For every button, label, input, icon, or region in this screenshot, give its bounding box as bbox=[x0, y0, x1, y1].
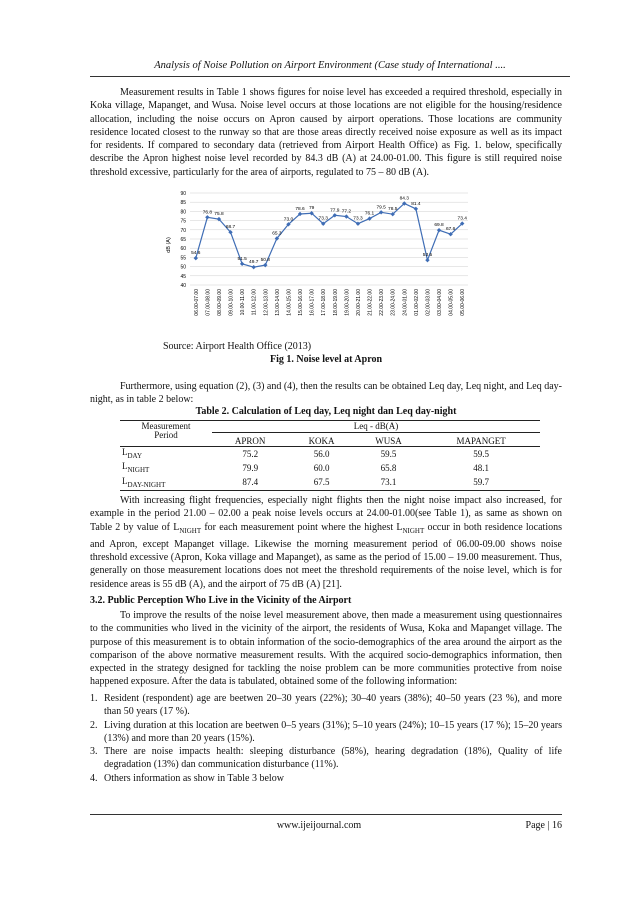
chart-data-label: 84.3 bbox=[399, 196, 409, 202]
table2-cell: 73.1 bbox=[355, 476, 423, 491]
chart-y-tick-label: 50 bbox=[180, 264, 186, 271]
list-item: 1. Resident (respondent) age are beetwen 20–30 years (22%); 30–40 years (38%); 40–50 years (23 %), and more than 50 years (17 %). bbox=[90, 693, 562, 718]
table2-row-day-night: $L_{DAY-NIGHT}$ 87.4 67.5 73.1 59.7 bbox=[120, 476, 540, 491]
chart-data-label: 54.6 bbox=[191, 251, 201, 257]
table2-cell: 75.2 bbox=[242, 448, 259, 459]
table2-row-label: L bbox=[122, 475, 128, 486]
paragraph-equation-results: Furthermore, using equation (2), (3) and (4), then the results can be obtained Leq day, Leq night, and Leq day-night, as in table 2 below: bbox=[90, 381, 562, 406]
chart-data-label: 73.3 bbox=[318, 216, 328, 222]
chart-data-label: 76.8 bbox=[202, 210, 213, 216]
table2-cell: 60.0 bbox=[313, 463, 330, 474]
chart-data-label: 77.9 bbox=[330, 208, 340, 214]
chart-x-tick-label: 20.00-21.00 bbox=[355, 289, 362, 316]
table2-cell: 56.0 bbox=[313, 448, 330, 459]
chart-x-tick-label: 03.00-04.00 bbox=[437, 289, 444, 316]
chart-x-tick-label: 05.00-06.00 bbox=[460, 289, 467, 316]
paragraph-measurement-results: Measurement results in Table 1 shows figures for noise level has exceeded a required threshold, especially in Koka village, Mapanget, and Wusa. Noise level occurs at those locations are not eligible for the housing/residence allocation, including the noise occurs on Apron caused by airport operations. Those locations are community residence located closest to the runway so that are those areas directly received noise exposure as well as its impact for residents. If compared to secondary data (retrieved from Airport Health Office) as Fig. 1. below, specifically describe the Apron highest noise level recorded by 84.3 dB (A) at 24.00-01.00. This figure is still required noise threshold excessive, particularly for the area of airports, regulated to 75 – 80 dB (A). bbox=[90, 87, 562, 178]
chart-x-tick-label: 14.00-15.00 bbox=[286, 289, 293, 316]
chart-x-tick-label: 10.00-11.00 bbox=[240, 289, 247, 316]
chart-y-tick-label: 90 bbox=[180, 191, 186, 197]
chart-data-point bbox=[379, 210, 383, 214]
chart-x-tick-label: 24.00-01.00 bbox=[402, 289, 409, 316]
chart-x-tick-label: 18.00-19.00 bbox=[332, 289, 339, 316]
table2-col-apron: APRON bbox=[212, 432, 288, 447]
apron-noise-chart bbox=[162, 185, 474, 335]
chart-x-tick-label: 09.00-10.00 bbox=[228, 289, 235, 316]
chart-x-tick-label: 04.00-05.00 bbox=[448, 289, 455, 316]
chart-data-label: 73.4 bbox=[457, 216, 467, 222]
chart-data-label: 50.8 bbox=[260, 258, 270, 264]
chart-x-tick-label: 16.00-17.00 bbox=[309, 289, 316, 316]
chart-y-axis-label: dB (A) bbox=[166, 237, 172, 253]
table2 bbox=[120, 420, 540, 491]
chart-x-tick-label: 08.00-09.00 bbox=[216, 289, 223, 316]
table2-cell: 48.1 bbox=[473, 463, 489, 474]
chart-data-label: 75.8 bbox=[214, 212, 224, 218]
chart-y-tick-label: 70 bbox=[180, 227, 186, 234]
chart-data-point bbox=[252, 265, 256, 269]
chart-x-tick-label: 23.00-24.00 bbox=[390, 289, 397, 316]
chart-y-tick-label: 75 bbox=[180, 218, 186, 225]
chart-data-point bbox=[205, 215, 209, 219]
list-item: 3. There are noise impacts health: sleeping disturbance (58%), hearing degradation (18%), Quality of life degradation (13%) dan communication disturbance (11%). bbox=[90, 746, 562, 771]
paragraph-public-perception: To improve the results of the noise level measurement above, then made a measurement using questionnaires to the communities who lived in the vicinity of the airport, the residents of Wusa, Koka and Mapanget village. The purpose of this measurement is to obtain information of the socio-demographics of the area around the airport as the comparison of the above normative measurement results. With the acquired socio-demographics information, then expected in the strategy designed for tackling the noise problem can be more communities protective from noise happened exposure. After the data is tabulated, obtained some of the following information: bbox=[90, 610, 562, 688]
chart-x-tick-label: 01.00-02.00 bbox=[413, 289, 420, 316]
footer-url: www.ijeijournal.com bbox=[276, 820, 362, 831]
chart-y-tick-label: 40 bbox=[180, 283, 186, 289]
chart-data-label: 65.3 bbox=[272, 231, 282, 237]
chart-data-point bbox=[367, 216, 371, 220]
chart-x-tick-label: 11.00-12.00 bbox=[251, 289, 258, 316]
chart-data-point bbox=[437, 228, 441, 232]
table2-cell: 59.5 bbox=[380, 448, 397, 459]
table2-cell: 59.7 bbox=[422, 476, 540, 491]
table2-header-period-2: Period bbox=[120, 430, 212, 445]
list-item: 2. Living duration at this location are beetwen 0–5 years (31%); 5–10 years (24%); 10–15 years (17 %); 15–20 years (13%) and more than 20 years (15%). bbox=[90, 719, 562, 744]
chart-x-tick-label: 06.00-07.00 bbox=[193, 289, 200, 316]
chart-data-label: 49.7 bbox=[249, 260, 259, 266]
chart-data-label: 81.4 bbox=[411, 201, 421, 207]
table2-col-mapanget: MAPANGET bbox=[422, 432, 540, 447]
table2-row-day: $L_{DAY}$ 75.2 56.0 59.5 59.5 bbox=[120, 447, 540, 462]
chart-x-tick-label: 19.00-20.00 bbox=[344, 289, 351, 316]
paragraph-night-flights: With increasing flight frequencies, especially night flights then the night noise impact also increased, for example in the period 21.00 – 02.00 a peak noise levels occurs at 24.00-01.00(see Table 1), as same as shown on Table 2 by value of $L_{NIGHT}$ for each measurement point where the highest $L_{NIGHT}$ occur in both residence locations and Apron, except Mapanget village. Likewise the morning measurement period of 06.00-09.00 shows noise threshold excessive (Apron, Koka village and Mapanget), as same as the period of 15.00 – 19.00 measurement. Thus, generally on those measurement locations does not meet the threshold requirements of the noise level, which is for residence areas is 55 dB (A), and the airport of 75 dB (A) [21]. bbox=[90, 495, 563, 590]
section-heading: 3.2. Public Perception Who Live in the Vicinity of the Airport bbox=[90, 595, 352, 606]
chart-x-tick-label: 13.00-14.00 bbox=[274, 289, 281, 316]
chart-data-label: 69.8 bbox=[434, 223, 444, 229]
list-item: 4. Others information as show in Table 3 below bbox=[90, 772, 284, 784]
chart-y-tick-label: 45 bbox=[180, 273, 186, 280]
chart-data-point bbox=[414, 207, 418, 211]
page-number: Page | 16 bbox=[525, 820, 562, 831]
table2-cell: 79.9 bbox=[242, 463, 259, 474]
info-list bbox=[90, 692, 562, 785]
table2-col-wusa: WUSA bbox=[355, 432, 423, 447]
header-rule bbox=[90, 76, 570, 77]
chart-data-label: 79.5 bbox=[376, 205, 386, 211]
chart-x-tick-label: 15.00-16.00 bbox=[298, 289, 305, 316]
chart-x-tick-label: 21.00-22.00 bbox=[367, 289, 374, 316]
running-header: Analysis of Noise Pollution on Airport Environment (Case study of International .... bbox=[154, 60, 506, 71]
table2-cell: 65.8 bbox=[380, 463, 397, 474]
chart-y-tick-label: 85 bbox=[180, 200, 186, 207]
table2-row-night: $L_{NIGHT}$ 79.9 60.0 65.8 48.1 bbox=[120, 461, 540, 475]
table2-col-koka: KOKA bbox=[288, 432, 354, 447]
chart-data-label: 78.5 bbox=[388, 207, 398, 213]
chart-y-tick-label: 60 bbox=[180, 246, 186, 253]
chart-data-label: 53.5 bbox=[422, 253, 433, 259]
chart-data-label: 73.0 bbox=[283, 217, 294, 223]
table2-cell: 67.5 bbox=[288, 476, 354, 491]
chart-data-point bbox=[240, 262, 244, 266]
chart-data-label: 73.3 bbox=[353, 216, 363, 222]
chart-x-tick-label: 02.00-03.00 bbox=[425, 289, 432, 316]
chart-data-label: 68.7 bbox=[225, 225, 236, 231]
table2-caption: Table 2. Calculation of Leq day, Leq night dan Leq day-night bbox=[195, 406, 457, 417]
chart-data-label: 77.2 bbox=[341, 209, 352, 215]
figure-source: Source: Airport Health Office (2013) bbox=[163, 341, 312, 352]
chart-x-tick-label: 12.00-13.00 bbox=[263, 289, 270, 316]
footer-rule bbox=[90, 814, 562, 815]
chart-data-label: 67.6 bbox=[445, 227, 456, 233]
table2-header-group: Leq - dB(A) bbox=[212, 421, 540, 433]
chart-y-tick-label: 55 bbox=[180, 255, 186, 262]
chart-x-tick-label: 17.00-18.00 bbox=[321, 289, 328, 316]
chart-y-tick-label: 80 bbox=[180, 209, 186, 216]
chart-x-tick-label: 22.00-23.00 bbox=[379, 289, 386, 316]
chart-y-tick-label: 65 bbox=[180, 237, 186, 243]
chart-data-label: 51.5 bbox=[237, 256, 247, 262]
table2-cell: 87.4 bbox=[212, 476, 288, 491]
chart-data-label: 76.1 bbox=[364, 211, 375, 217]
table2-cell: 59.5 bbox=[473, 448, 489, 459]
table2-header-period-1: Measurement bbox=[120, 421, 212, 433]
figure-caption: Fig 1. Noise level at Apron bbox=[269, 354, 383, 365]
table2-row-label: L bbox=[122, 461, 128, 472]
chart-x-tick-label: 07.00-08.00 bbox=[205, 289, 212, 316]
chart-data-label: 79 bbox=[308, 206, 315, 212]
chart-data-point bbox=[194, 256, 198, 260]
chart-data-label: 78.6 bbox=[295, 206, 305, 212]
table2-row-label: L bbox=[122, 447, 128, 457]
chart-data-point bbox=[425, 258, 429, 262]
